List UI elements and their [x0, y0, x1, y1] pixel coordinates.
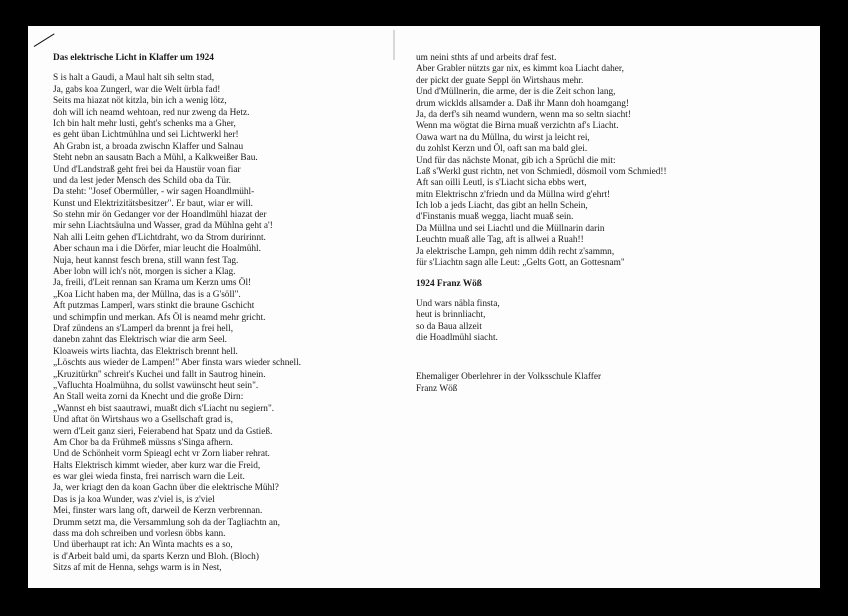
poem-line: es war glei wieda finsta, frei narrisch warn die Leit. [53, 472, 245, 483]
stanza-line: die Hoadlmühl siacht. [416, 332, 498, 343]
poem-title: Das elektrische Licht in Klaffer um 1924 [53, 53, 214, 63]
page-gutter [393, 30, 395, 60]
left-column [53, 53, 383, 575]
poem-line: Und überhaupt rat ich: An Winta machts es a so, [53, 540, 233, 551]
poem-line: „Löschts aus wieder de Lampen!" Aber finsta wars wieder schnell. [53, 358, 302, 369]
poem-line: Kloaweis wirts liachta, das Elektrisch brennt hell. [53, 346, 238, 357]
poem-line: der pickt der guate Seppl ön Wirtshaus mehr. [416, 75, 584, 86]
poem-line: d'Finstanis muaß wegga, liacht muaß sein. [416, 212, 574, 223]
poem-body-left [53, 73, 383, 574]
poem-body-right [416, 53, 806, 269]
poem-line: is d'Arbeit bald umi, da sparts Kerzn und Bloh. (Bloch) [53, 551, 259, 562]
poem-line: Und aftat ön Wirtshaus wo a Gsellschaft grad is, [53, 415, 233, 426]
poem-line: Seits ma hiazat nöt kitzla, bin ich a wenig lötz, [53, 96, 227, 107]
stanza-line: Und wars näbla finsta, [416, 298, 500, 309]
poem-line: und schimpfin und merkan. Afs Öl is neamd mehr gricht. [53, 312, 266, 323]
poem-line: Da Müllna und sei Liachtl und die Müllnarin darin [416, 223, 605, 234]
poem-line: Aber schaun ma i die Dörfer, miar leucht die Hoalmühl. [53, 244, 261, 255]
poem-line: Aft putzmas Lamperl, wars stinkt die braune Gschicht [53, 301, 255, 312]
poem-line: Am Chor ba da Frühmeß müssns s'Singa afhern. [53, 437, 233, 448]
poem-line: Und d'Landstraß geht frei bei da Haustür voan fiar [53, 164, 241, 175]
poem-line: Wenn ma wögtat die Birna muaß verzichtn af's Liacht. [416, 121, 619, 132]
poem-line: Ich lob a jeds Liacht, das gibt an helln Schein, [416, 201, 588, 212]
poem-line: Aft san oilli Leutl, is s'Liacht sicha ebbs wert, [416, 178, 587, 189]
poem-line: Ja, da derf's sih neamd wundern, wenn ma so seltn siacht! [416, 109, 631, 120]
poem-line: um neini sthts af und arbeits draf fest. [416, 53, 557, 63]
poem-line: An Stall weita zorni da Knecht und die große Dirn: [53, 392, 244, 403]
poem-line: Das is ja koa Wunder, was z'viel is, is z'viel [53, 494, 215, 505]
poem-line: drum wicklds allsamder a. Daß ihr Mann doh hoamgang! [416, 98, 630, 109]
poem-line: es geht üban Lichtmühlna und sei Lichtwerkl her! [53, 130, 239, 141]
poem-line: S is halt a Gaudi, a Maul halt sih seltn stad, [53, 73, 215, 84]
poem-line: Aber lobn will ich's nöt, morgen is sicher a Klag. [53, 267, 236, 278]
poem-line: „Vafluchta Hoalmühna, du sollst vawünscht heut sein". [53, 380, 259, 391]
poem-line: du zohlst Kerzn und Öl, oaft san ma bald glei. [416, 144, 588, 155]
poem-line: Da steht: "Josef Obermüller, - wir sagen Hoandlmühl- [53, 187, 255, 198]
poem-line: Und für das nächste Monat, gib ich a Sprüchl die mit: [416, 155, 616, 166]
signature-line: Franz Wöß [416, 383, 458, 394]
poem-line: Draf zündens an s'Lamperl da brennt ja frei hell, [53, 323, 234, 334]
poem-line: Halts Elektrisch kimmt wieder, aber kurz war die Freid, [53, 460, 261, 471]
poem-line: Laß s'Werkl gust richtn, net von Schmiedl, dösmoil vom Schmied!! [416, 166, 667, 177]
section-title: 1924 Franz Wöß [416, 279, 482, 290]
poem-line: Leuchtn muaß alle Tag, aft is allwei a Ruah!! [416, 235, 584, 246]
poem-line: Und de Schönheit vorm Spieagl echt vr Zorn liaber rehrat. [53, 449, 270, 460]
poem-line: Aber Grabler nützts gar nix, es kimmt koa Liacht daher, [416, 64, 624, 75]
poem-line: Mei, finster wars lang oft, darweil de Kerzn verbrennan. [53, 506, 263, 517]
poem-line: für s'Liachtn sagn alle Leut: „Gelts Gott, an Gottesnam" [416, 258, 625, 269]
poem-line: Steht nebn an sausatn Bach a Mühl, a Kalkweißer Bau. [53, 153, 258, 164]
poem-line: Nah alli Leitn gehen d'Lichtdraht, wo da Strom duririnnt. [53, 232, 266, 243]
stanza-line: so da Baua allzeit [416, 321, 482, 332]
stanza-line: heut is brinnliacht, [416, 310, 486, 321]
poem-line: Ja, freili, d'Leit rennan san Krama um Kerzn ums Öl! [53, 278, 252, 289]
poem-line: Ja, wer kriagt den da koan Gachn über die elektrische Mühl? [53, 483, 279, 494]
poem-line: Ja elektrische Lampn, geh nimm ddih recht z'sammn, [416, 246, 615, 257]
poem-line: mitn Elektrischn z'friedn und da Müllna wird g'ehrt! [416, 189, 611, 200]
poem-line: Ja, gabs koa Zungerl, war die Welt ürbla fad! [53, 84, 221, 95]
poem-line: mir sehn Liachtsäulna und Wasser, grad da Mühlna geht a'! [53, 221, 273, 232]
poem-line: doh will ich neamd wehtoan, red nur zweng da Hetz. [53, 107, 250, 118]
poem-line: wern d'Leit ganz sieri, Feierabend hat Spatz und da Gstieß. [53, 426, 273, 437]
poem-line: dass ma doh schreiben und vorlesn öbbs kann. [53, 529, 226, 540]
poem-line: So stehn mir ön Gedanger vor der Hoandlmühl hiazat der [53, 210, 267, 221]
poem-line: Nuja, heut kannst fesch brena, still wann fest Tag. [53, 255, 239, 266]
poem-line: danebn zahnt das Elektrisch wiar die arm Seel. [53, 335, 227, 346]
poem-line: Und d'Müllnerin, die arme, der is die Zeit schon lang, [416, 87, 616, 98]
poem-line: Kunst und Elektrizitätsbesitzer". Er baut, wiar er will. [53, 198, 254, 209]
poem-line: und da lest jeder Mensch des Schild oba da Tür. [53, 175, 231, 186]
poem-line: Ich bin halt mehr lusti, geht's schenks ma a Gher, [53, 118, 236, 129]
poem-line: „Kruzitürkn" schreit's Kuchei und fallt in Sautrog hinein. [53, 369, 266, 380]
poem-line: „Wannst eh bist saautrawi, muaßt dich s'Liacht nu segiern". [53, 403, 275, 414]
poem-line: Sitzs af mit de Henna, sehgs warm is in Nest, [53, 563, 222, 574]
short-stanza [416, 299, 806, 345]
poem-line: Oawa wart na du Müllna, du wirst ja leicht rei, [416, 132, 590, 143]
right-column [416, 53, 806, 395]
poem-line: Drumm setzt ma, die Versammlung soh da der Tagliachtn an, [53, 517, 280, 528]
signature-line: Ehemaliger Oberlehrer in der Volksschule Klaffer [416, 372, 602, 383]
poem-line: „Koa Licht haben ma, der Müllna, das is a G'söll". [53, 289, 241, 300]
signature-block [416, 372, 806, 395]
poem-line: Ah Grabn ist, a broada zwischn Klaffer und Salnau [53, 141, 244, 152]
